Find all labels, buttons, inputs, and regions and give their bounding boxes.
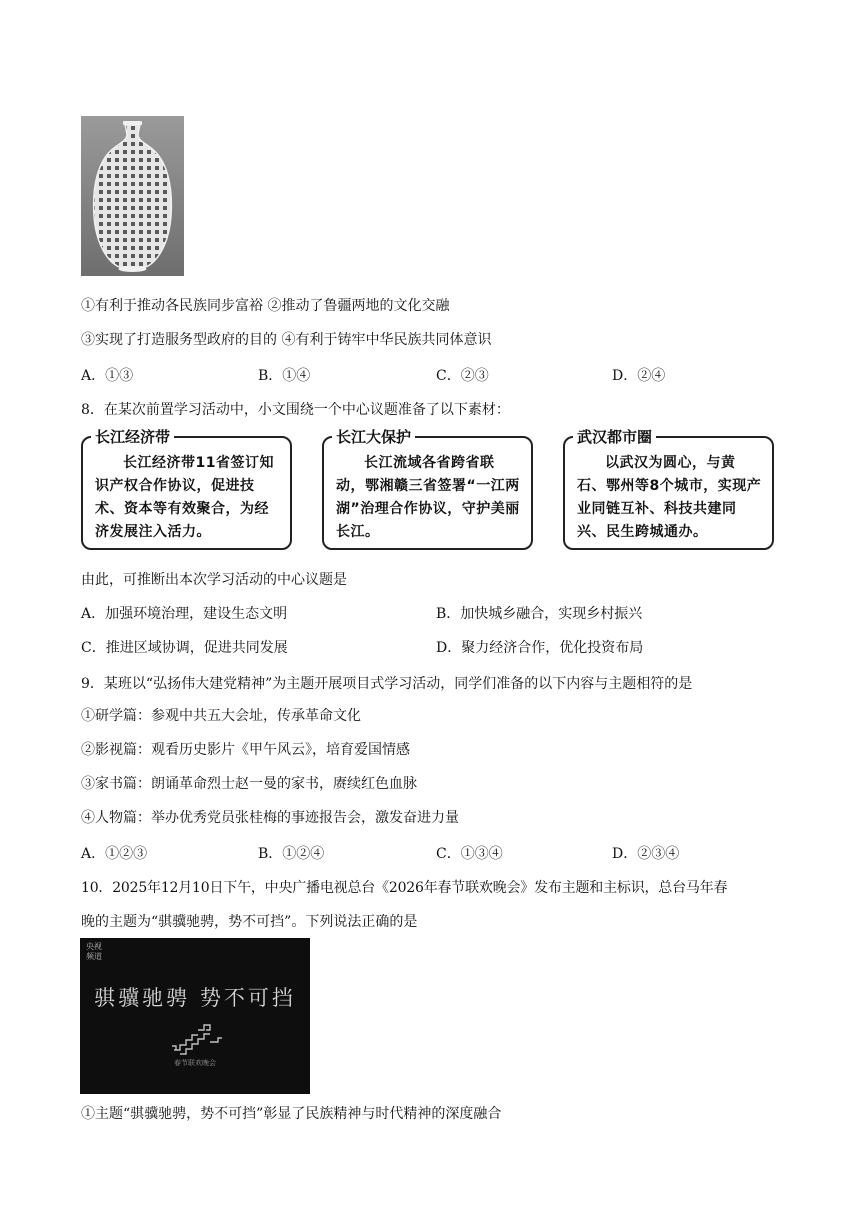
horse-logo-icon bbox=[170, 1020, 226, 1056]
q8-option-a: A．加强环境治理，建设生态文明 bbox=[81, 606, 288, 622]
cctv-logo: 央视 频道 bbox=[86, 942, 102, 961]
q7-option-d: D．②④ bbox=[612, 368, 666, 384]
q10-stem-line-2: 晚的主题为“骐骥驰骋，势不可挡”。下列说法正确的是 bbox=[81, 914, 418, 930]
q9-option-d: D．②③④ bbox=[612, 846, 680, 862]
q9-option-b: B．①②④ bbox=[258, 846, 325, 862]
q8-option-d: D．聚力经济合作，优化投资布局 bbox=[436, 640, 644, 656]
material-body: 长江经济带11省签订知识产权合作协议，促进技术、资本等有效聚合，为经济发展注入活力。 bbox=[95, 455, 274, 540]
spring-gala-theme-image bbox=[80, 938, 310, 1094]
q7-option-b: B．①④ bbox=[258, 368, 311, 384]
material-box-protection bbox=[322, 428, 533, 550]
q9-item-2: ②影视篇：观看历史影片《甲午风云》，培育爱国情感 bbox=[81, 742, 410, 758]
vase-photo bbox=[81, 116, 184, 276]
q7-option-c: C．②③ bbox=[436, 368, 489, 384]
q7-item-line-2: ③实现了打造服务型政府的目的 ④有利于铸牢中华民族共同体意识 bbox=[81, 332, 492, 348]
q8-option-c: C．推进区域协调，促进共同发展 bbox=[81, 640, 288, 656]
q10-item-1: ①主题“骐骥驰骋，势不可挡”彰显了民族精神与时代精神的深度融合 bbox=[81, 1106, 502, 1122]
material-title: 长江经济带 bbox=[91, 427, 174, 447]
q9-stem: 9．某班以“弘扬伟大建党精神”为主题开展项目式学习活动，同学们准备的以下内容与主题相符的是 bbox=[81, 676, 693, 692]
material-body: 以武汉为圆心，与黄石、鄂州等8个城市，实现产业同链互补、科技共建同兴、民生跨城通办。 bbox=[577, 455, 762, 540]
q10-stem-line-1: 10．2025年12月10日下午，中央广播电视总台《2026年春节联欢晚会》发布主题和主标识，总台马年春 bbox=[81, 880, 728, 896]
material-body: 长江流域各省跨省联动，鄂湘赣三省签署“一江两湖”治理合作协议，守护美丽长江。 bbox=[336, 455, 520, 540]
q7-option-a: A．①③ bbox=[81, 368, 134, 384]
q9-option-a: A．①②③ bbox=[81, 846, 148, 862]
q7-item-line-1: ①有利于推动各民族同步富裕 ②推动了鲁疆两地的文化交融 bbox=[81, 298, 450, 314]
material-box-wuhan-metro bbox=[563, 428, 774, 550]
gala-theme-text: 骐骥驰骋 势不可挡 bbox=[94, 986, 296, 1010]
q9-item-3: ③家书篇：朗诵革命烈士赵一曼的家书，赓续红色血脉 bbox=[81, 776, 417, 792]
gala-subtitle: 春节联欢晚会 bbox=[174, 1059, 216, 1067]
vase-illustration bbox=[81, 116, 184, 276]
q9-option-c: C．①③④ bbox=[436, 846, 503, 862]
q9-item-1: ①研学篇：参观中共五大会址，传承革命文化 bbox=[81, 708, 361, 724]
q9-item-4: ④人物篇：举办优秀党员张桂梅的事迹报告会，激发奋进力量 bbox=[81, 810, 459, 826]
q8-prompt: 由此，可推断出本次学习活动的中心议题是 bbox=[81, 572, 347, 588]
material-title: 武汉都市圈 bbox=[573, 427, 656, 447]
q8-stem: 8．在某次前置学习活动中，小文围绕一个中心议题准备了以下素材： bbox=[81, 402, 510, 418]
material-title: 长江大保护 bbox=[332, 427, 415, 447]
material-box-economic-belt bbox=[81, 428, 292, 550]
q8-option-b: B．加快城乡融合，实现乡村振兴 bbox=[436, 606, 643, 622]
